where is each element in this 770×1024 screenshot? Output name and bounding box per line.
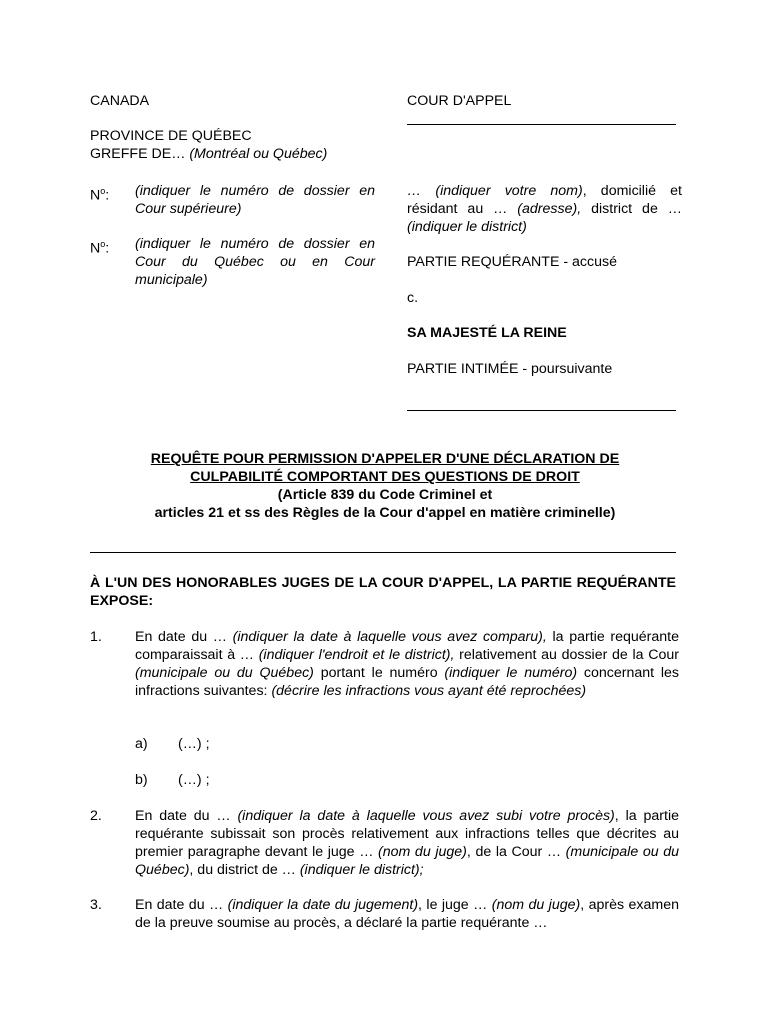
paragraph-segment: , du district de … bbox=[189, 862, 300, 878]
document-title: REQUÊTE POUR PERMISSION D'APPELER D'UNE DÉCLARATION DE CULPABILITÉ COMPORTANT DES QUESTIONS DE DROIT (Article 839 du Code Criminel et articles 21 et ss des Règles de la Cour d'appel en matière criminelle) bbox=[150, 451, 620, 521]
respondent-name: SA MAJESTÉ LA REINE bbox=[407, 325, 567, 341]
paragraph-segment: , la partie requérante subissait son procès relativement aux infractions telles que décrites au premier paragraphe devant le juge … bbox=[135, 808, 680, 860]
item-label: b) bbox=[135, 772, 148, 788]
registry-prefix: GREFFE DE… bbox=[90, 146, 190, 162]
paragraph-2-text bbox=[135, 807, 679, 879]
paragraph-segment: En date du … bbox=[135, 808, 238, 824]
instruction-hint: (indiquer la date à laquelle vous avez subi votre procès) bbox=[237, 808, 615, 824]
country-label: CANADA bbox=[90, 93, 150, 109]
instruction-hint: (indiquer la date du jugement) bbox=[227, 897, 419, 913]
province-label: PROVINCE DE QUÉBEC bbox=[90, 128, 252, 144]
instruction-hint: (nom du juge) bbox=[491, 897, 581, 913]
paragraph-segment: concernant les infractions suivantes: bbox=[135, 665, 679, 699]
file-number-1-hint: (indiquer le numéro de dossier en Cour supérieure) bbox=[135, 183, 375, 217]
instruction-hint: (municipale ou du Québec) bbox=[135, 844, 680, 878]
paragraph-3-text bbox=[135, 896, 679, 932]
court-label: COUR D'APPEL bbox=[407, 93, 512, 109]
paragraph-number: 3. bbox=[90, 897, 102, 913]
instruction-hint: (indiquer l'endroit et le district), bbox=[258, 647, 455, 663]
instruction-hint: (décrire les infractions vous ayant été reprochées) bbox=[271, 683, 587, 699]
file-number-2-label: $N^o$: bbox=[90, 239, 110, 257]
paragraph-segment: En date du … bbox=[135, 629, 233, 645]
registry-hint: (Montréal ou Québec) bbox=[189, 146, 328, 162]
party-divider bbox=[407, 410, 676, 411]
paragraph-number: 2. bbox=[90, 808, 102, 824]
address-heading: À L'UN DES HONORABLES JUGES DE LA COUR D'APPEL, LA PARTIE REQUÉRANTE EXPOSE: bbox=[90, 575, 676, 609]
title-divider bbox=[90, 552, 676, 553]
paragraph-1-text bbox=[135, 628, 679, 700]
registry-line bbox=[90, 145, 327, 163]
respondent-label: PARTIE INTIMÉE - poursuivante bbox=[407, 361, 613, 377]
file-number-2-hint: (indiquer le numéro de dossier en Cour du Québec ou en Cour municipale) bbox=[135, 236, 375, 288]
item-text: (…) ; bbox=[178, 736, 210, 752]
item-text: (…) ; bbox=[178, 772, 210, 788]
court-divider bbox=[407, 124, 676, 125]
paragraph-segment: relativement au dossier de la Cour bbox=[454, 647, 679, 663]
instruction-hint: (indiquer le district); bbox=[299, 862, 424, 878]
paragraph-segment: , le juge … bbox=[418, 897, 492, 913]
instruction-hint: (indiquer le numéro) bbox=[444, 665, 578, 681]
paragraph-number: 1. bbox=[90, 629, 102, 645]
applicant-label: PARTIE REQUÉRANTE - accusé bbox=[407, 254, 617, 270]
instruction-hint: (indiquer la date à laquelle vous avez comparu), bbox=[232, 629, 547, 645]
item-label: a) bbox=[135, 736, 148, 752]
instruction-hint: (municipale ou du Québec) bbox=[135, 665, 314, 681]
applicant-description: … (indiquer votre nom), domicilié et résidant au … (adresse), district de … (indiquer le district) bbox=[407, 183, 682, 235]
paragraph-segment: , de la Cour … bbox=[466, 844, 566, 860]
instruction-hint: (nom du juge) bbox=[378, 844, 467, 860]
versus-label: c. bbox=[407, 290, 419, 306]
file-number-1-label: $N^o$: bbox=[90, 186, 110, 204]
paragraph-segment: , après examen de la preuve soumise au procès, a déclaré la partie requérante … bbox=[135, 897, 679, 931]
paragraph-segment: En date du … bbox=[135, 897, 228, 913]
paragraph-segment: la partie requérante comparaissait à … bbox=[135, 629, 680, 663]
paragraph-segment: portant le numéro bbox=[313, 665, 445, 681]
